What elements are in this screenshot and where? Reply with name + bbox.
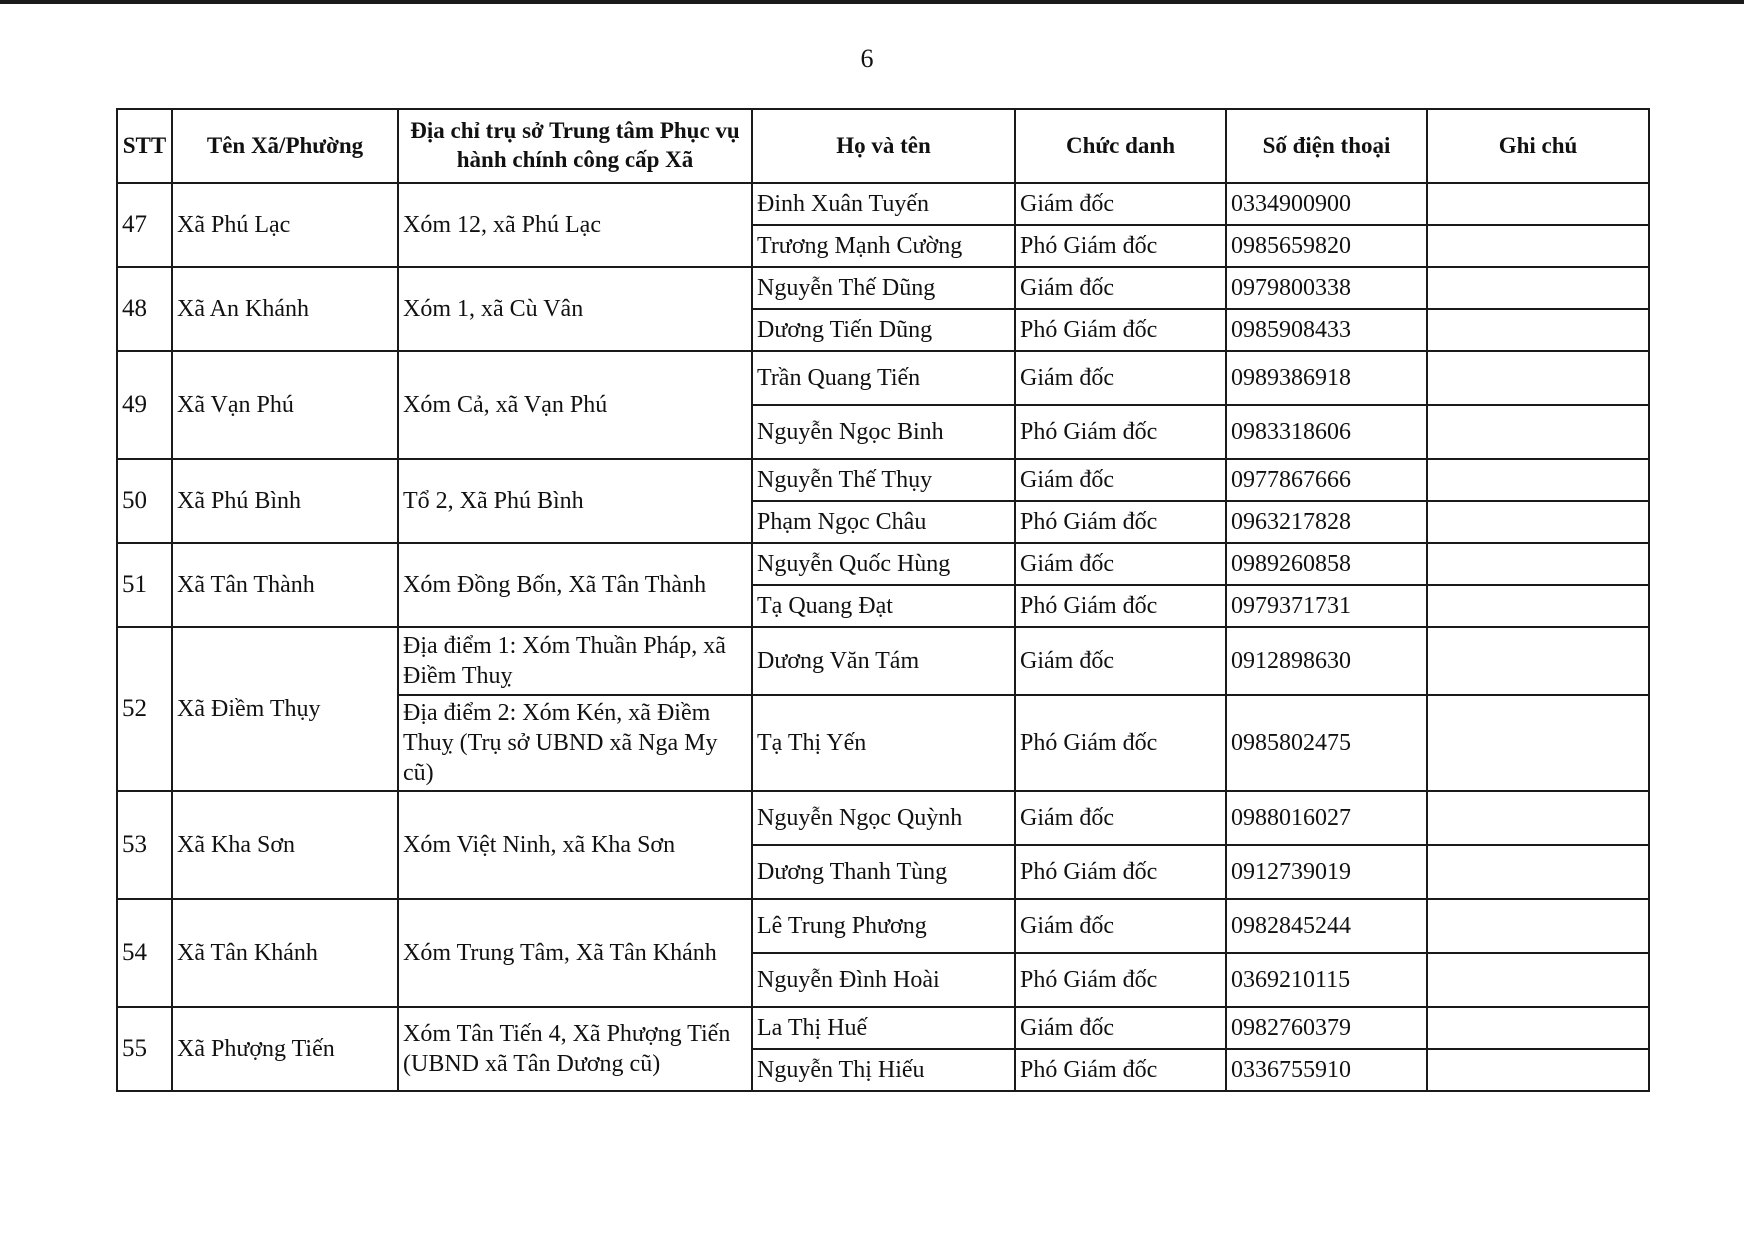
- address-cell: Xóm Tân Tiến 4, Xã Phượng Tiến (UBND xã Tân Dương cũ): [398, 1007, 752, 1091]
- header-commune: Tên Xã/Phường: [172, 109, 398, 183]
- address-cell: Tổ 2, Xã Phú Bình: [398, 459, 752, 543]
- position-cell: Phó Giám đốc: [1015, 695, 1226, 791]
- header-position: Chức danh: [1015, 109, 1226, 183]
- phone-cell: 0912898630: [1226, 627, 1427, 695]
- commune-cell: Xã Kha Sơn: [172, 791, 398, 899]
- position-cell: Phó Giám đốc: [1015, 845, 1226, 899]
- note-cell: [1427, 405, 1649, 459]
- note-cell: [1427, 459, 1649, 501]
- stt-cell: 53: [117, 791, 172, 899]
- position-cell: Giám đốc: [1015, 543, 1226, 585]
- note-cell: [1427, 953, 1649, 1007]
- phone-cell: 0989260858: [1226, 543, 1427, 585]
- phone-cell: 0983318606: [1226, 405, 1427, 459]
- note-cell: [1427, 585, 1649, 627]
- name-cell: Nguyễn Quốc Hùng: [752, 543, 1015, 585]
- position-cell: Phó Giám đốc: [1015, 1049, 1226, 1091]
- phone-cell: 0982845244: [1226, 899, 1427, 953]
- page-number: 6: [860, 44, 874, 73]
- table-row: [117, 627, 1649, 695]
- address-cell: Địa điểm 1: Xóm Thuần Pháp, xã Điềm Thuỵ: [398, 627, 752, 695]
- phone-cell: 0977867666: [1226, 459, 1427, 501]
- name-cell: Tạ Thị Yến: [752, 695, 1015, 791]
- note-cell: [1427, 183, 1649, 225]
- position-cell: Giám đốc: [1015, 899, 1226, 953]
- header-address: Địa chỉ trụ sở Trung tâm Phục vụ hành chính công cấp Xã: [398, 109, 752, 183]
- address-cell: Xóm Trung Tâm, Xã Tân Khánh: [398, 899, 752, 1007]
- name-cell: Lê Trung Phương: [752, 899, 1015, 953]
- stt-cell: 48: [117, 267, 172, 351]
- phone-cell: 0989386918: [1226, 351, 1427, 405]
- position-cell: Phó Giám đốc: [1015, 225, 1226, 267]
- table-row: [117, 267, 1649, 309]
- table-row: [117, 899, 1649, 953]
- name-cell: Nguyễn Thế Thụy: [752, 459, 1015, 501]
- name-cell: La Thị Huế: [752, 1007, 1015, 1049]
- address-cell: Xóm Cả, xã Vạn Phú: [398, 351, 752, 459]
- table-body: [117, 183, 1649, 1091]
- position-cell: Giám đốc: [1015, 267, 1226, 309]
- position-cell: Giám đốc: [1015, 1007, 1226, 1049]
- table-row: [117, 183, 1649, 225]
- position-cell: Phó Giám đốc: [1015, 953, 1226, 1007]
- stt-cell: 55: [117, 1007, 172, 1091]
- commune-cell: Xã Phú Bình: [172, 459, 398, 543]
- note-cell: [1427, 695, 1649, 791]
- table-row: [117, 351, 1649, 405]
- note-cell: [1427, 501, 1649, 543]
- phone-cell: 0912739019: [1226, 845, 1427, 899]
- commune-cell: Xã Điềm Thụy: [172, 627, 398, 791]
- name-cell: Đinh Xuân Tuyến: [752, 183, 1015, 225]
- header-phone: Số điện thoại: [1226, 109, 1427, 183]
- name-cell: Trương Mạnh Cường: [752, 225, 1015, 267]
- position-cell: Giám đốc: [1015, 459, 1226, 501]
- stt-cell: 47: [117, 183, 172, 267]
- commune-cell: Xã An Khánh: [172, 267, 398, 351]
- note-cell: [1427, 627, 1649, 695]
- phone-cell: 0334900900: [1226, 183, 1427, 225]
- address-cell: Địa điểm 2: Xóm Kén, xã Điềm Thuỵ (Trụ sở UBND xã Nga My cũ): [398, 695, 752, 791]
- table-header: [117, 109, 1649, 183]
- position-cell: Phó Giám đốc: [1015, 501, 1226, 543]
- phone-cell: 0988016027: [1226, 791, 1427, 845]
- top-scan-border: [0, 0, 1744, 4]
- name-cell: Dương Văn Tám: [752, 627, 1015, 695]
- note-cell: [1427, 899, 1649, 953]
- header-name: Họ và tên: [752, 109, 1015, 183]
- name-cell: Dương Tiến Dũng: [752, 309, 1015, 351]
- note-cell: [1427, 351, 1649, 405]
- note-cell: [1427, 1049, 1649, 1091]
- stt-cell: 49: [117, 351, 172, 459]
- stt-cell: 50: [117, 459, 172, 543]
- note-cell: [1427, 309, 1649, 351]
- stt-cell: 51: [117, 543, 172, 627]
- header-stt: STT: [117, 109, 172, 183]
- phone-cell: 0979371731: [1226, 585, 1427, 627]
- note-cell: [1427, 543, 1649, 585]
- header-note: Ghi chú: [1427, 109, 1649, 183]
- note-cell: [1427, 267, 1649, 309]
- phone-cell: 0985908433: [1226, 309, 1427, 351]
- position-cell: Giám đốc: [1015, 627, 1226, 695]
- name-cell: Nguyễn Đình Hoài: [752, 953, 1015, 1007]
- position-cell: Giám đốc: [1015, 351, 1226, 405]
- stt-cell: 52: [117, 627, 172, 791]
- phone-cell: 0336755910: [1226, 1049, 1427, 1091]
- roster-table: [116, 108, 1650, 1092]
- name-cell: Nguyễn Thế Dũng: [752, 267, 1015, 309]
- commune-cell: Xã Phú Lạc: [172, 183, 398, 267]
- address-cell: Xóm 12, xã Phú Lạc: [398, 183, 752, 267]
- note-cell: [1427, 791, 1649, 845]
- address-cell: Xóm Đồng Bốn, Xã Tân Thành: [398, 543, 752, 627]
- position-cell: Phó Giám đốc: [1015, 585, 1226, 627]
- position-cell: Giám đốc: [1015, 791, 1226, 845]
- phone-cell: 0985659820: [1226, 225, 1427, 267]
- name-cell: Nguyễn Thị Hiếu: [752, 1049, 1015, 1091]
- commune-cell: Xã Phượng Tiến: [172, 1007, 398, 1091]
- position-cell: Giám đốc: [1015, 183, 1226, 225]
- address-cell: Xóm 1, xã Cù Vân: [398, 267, 752, 351]
- commune-cell: Xã Tân Khánh: [172, 899, 398, 1007]
- name-cell: Dương Thanh Tùng: [752, 845, 1015, 899]
- address-cell: Xóm Việt Ninh, xã Kha Sơn: [398, 791, 752, 899]
- phone-cell: 0369210115: [1226, 953, 1427, 1007]
- note-cell: [1427, 845, 1649, 899]
- phone-cell: 0963217828: [1226, 501, 1427, 543]
- name-cell: Nguyễn Ngọc Binh: [752, 405, 1015, 459]
- table-row: [117, 1007, 1649, 1049]
- commune-cell: Xã Vạn Phú: [172, 351, 398, 459]
- name-cell: Trần Quang Tiến: [752, 351, 1015, 405]
- note-cell: [1427, 1007, 1649, 1049]
- phone-cell: 0985802475: [1226, 695, 1427, 791]
- note-cell: [1427, 225, 1649, 267]
- position-cell: Phó Giám đốc: [1015, 309, 1226, 351]
- header-row: [117, 109, 1649, 183]
- phone-cell: 0982760379: [1226, 1007, 1427, 1049]
- position-cell: Phó Giám đốc: [1015, 405, 1226, 459]
- name-cell: Phạm Ngọc Châu: [752, 501, 1015, 543]
- name-cell: Nguyễn Ngọc Quỳnh: [752, 791, 1015, 845]
- table-row: [117, 459, 1649, 501]
- table-row: [117, 543, 1649, 585]
- commune-cell: Xã Tân Thành: [172, 543, 398, 627]
- name-cell: Tạ Quang Đạt: [752, 585, 1015, 627]
- stt-cell: 54: [117, 899, 172, 1007]
- table-row: [117, 791, 1649, 845]
- phone-cell: 0979800338: [1226, 267, 1427, 309]
